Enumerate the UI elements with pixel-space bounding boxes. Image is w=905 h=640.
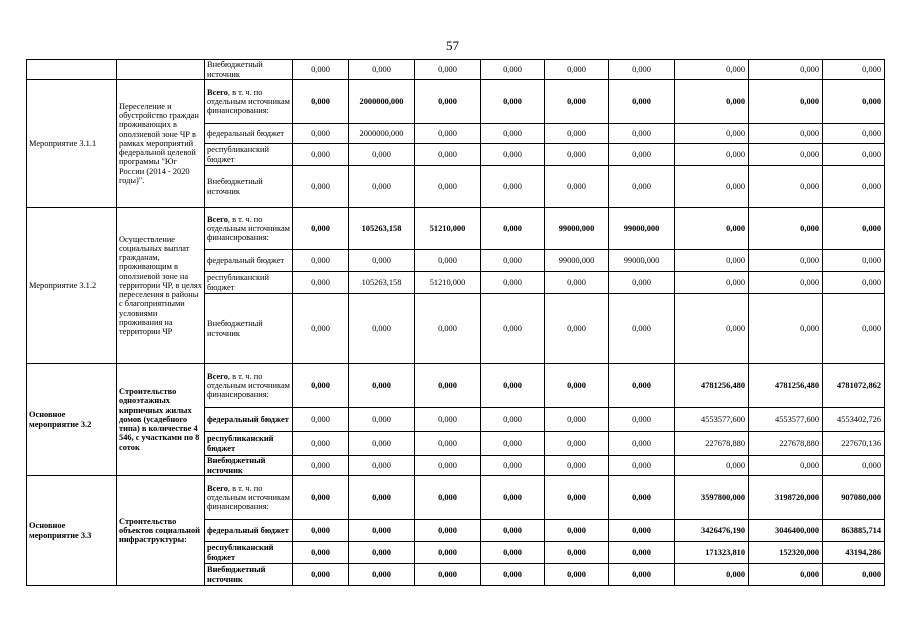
funding-source-label: республиканский бюджет xyxy=(207,273,269,292)
value-cell: 907080,000 xyxy=(823,476,885,520)
value-cell: 0,000 xyxy=(609,456,675,476)
value-cell: 99000,000 xyxy=(545,208,609,250)
value-cell: 0,000 xyxy=(823,272,885,294)
funding-source-label: федеральный бюджет xyxy=(207,128,285,138)
value-cell: 0,000 xyxy=(481,432,545,456)
value-cell: 0,000 xyxy=(545,408,609,432)
value-cell: 0,000 xyxy=(481,456,545,476)
value-cell: 0,000 xyxy=(545,124,609,144)
value-cell: 0,000 xyxy=(481,564,545,586)
event-name-cell: Мероприятие 3.1.1 xyxy=(27,80,117,208)
value-cell: 0,000 xyxy=(545,80,609,124)
event-description-cell: Строительство объектов социальной инфраструктуры: xyxy=(117,476,205,586)
value-cell: 0,000 xyxy=(675,144,749,166)
value-cell: 0,000 xyxy=(293,80,349,124)
value-cell: 0,000 xyxy=(293,250,349,272)
funding-source-cell xyxy=(205,564,293,586)
table-row xyxy=(27,60,885,80)
funding-source-total-label: Всего xyxy=(207,371,228,381)
value-cell: 0,000 xyxy=(415,564,481,586)
value-cell: 0,000 xyxy=(609,166,675,208)
value-cell: 0,000 xyxy=(609,408,675,432)
value-cell: 0,000 xyxy=(415,408,481,432)
value-cell: 0,000 xyxy=(823,564,885,586)
value-cell: 0,000 xyxy=(609,520,675,542)
value-cell: 0,000 xyxy=(675,564,749,586)
funding-source-cell xyxy=(205,144,293,166)
value-cell: 0,000 xyxy=(749,124,823,144)
value-cell: 863885,714 xyxy=(823,520,885,542)
value-cell: 0,000 xyxy=(293,476,349,520)
value-cell: 0,000 xyxy=(349,250,415,272)
value-cell: 0,000 xyxy=(349,432,415,456)
value-cell: 0,000 xyxy=(481,166,545,208)
event-name-cell: Мероприятие 3.1.2 xyxy=(27,208,117,364)
funding-source-cell xyxy=(205,408,293,432)
value-cell: 0,000 xyxy=(675,294,749,364)
value-cell: 0,000 xyxy=(749,208,823,250)
funding-source-label: , в т. ч. по отдельным источникам финансирования: xyxy=(207,214,290,243)
value-cell: 0,000 xyxy=(545,272,609,294)
value-cell: 0,000 xyxy=(481,364,545,408)
value-cell: 3597800,000 xyxy=(675,476,749,520)
value-cell: 0,000 xyxy=(823,144,885,166)
value-cell: 51210,000 xyxy=(415,208,481,250)
value-cell: 0,000 xyxy=(675,208,749,250)
funding-source-label: Внебюджетный источник xyxy=(207,456,266,475)
funding-source-cell xyxy=(205,432,293,456)
value-cell: 0,000 xyxy=(481,520,545,542)
value-cell: 0,000 xyxy=(293,408,349,432)
value-cell: 3426476,190 xyxy=(675,520,749,542)
value-cell: 0,000 xyxy=(415,144,481,166)
value-cell: 0,000 xyxy=(749,564,823,586)
value-cell: 4553577,600 xyxy=(749,408,823,432)
funding-source-cell xyxy=(205,124,293,144)
value-cell: 0,000 xyxy=(749,456,823,476)
funding-source-label: Внебюджетный источник xyxy=(207,319,263,338)
funding-source-label: федеральный бюджет xyxy=(207,414,289,424)
funding-source-total-label: Всего xyxy=(207,483,228,493)
value-cell: 0,000 xyxy=(609,60,675,80)
value-cell: 0,000 xyxy=(415,80,481,124)
value-cell: 105263,158 xyxy=(349,208,415,250)
value-cell: 0,000 xyxy=(415,520,481,542)
value-cell: 0,000 xyxy=(675,272,749,294)
value-cell: 0,000 xyxy=(545,564,609,586)
value-cell: 0,000 xyxy=(481,272,545,294)
value-cell: 0,000 xyxy=(609,272,675,294)
value-cell: 0,000 xyxy=(293,60,349,80)
value-cell: 0,000 xyxy=(545,520,609,542)
funding-source-cell xyxy=(205,166,293,208)
value-cell: 0,000 xyxy=(749,60,823,80)
value-cell: 0,000 xyxy=(675,124,749,144)
value-cell: 0,000 xyxy=(293,564,349,586)
value-cell: 99000,000 xyxy=(609,208,675,250)
value-cell: 0,000 xyxy=(609,564,675,586)
value-cell: 43194,286 xyxy=(823,542,885,564)
funding-source-label: федеральный бюджет xyxy=(207,255,285,265)
value-cell: 0,000 xyxy=(293,208,349,250)
funding-source-label: Внебюджетный источник xyxy=(207,177,263,196)
value-cell: 0,000 xyxy=(545,364,609,408)
page-number: 57 xyxy=(446,38,459,53)
funding-source-label: , в т. ч. по отдельным источникам финансирования: xyxy=(207,483,290,512)
funding-source-cell xyxy=(205,80,293,124)
funding-source-cell xyxy=(205,520,293,542)
value-cell: 0,000 xyxy=(293,166,349,208)
funding-source-label: республиканский бюджет xyxy=(207,145,269,164)
value-cell: 0,000 xyxy=(349,60,415,80)
value-cell: 0,000 xyxy=(349,408,415,432)
table-body xyxy=(27,60,885,586)
funding-source-cell xyxy=(205,542,293,564)
value-cell: 0,000 xyxy=(415,542,481,564)
funding-source-label: Внебюджетный источник xyxy=(207,565,266,584)
value-cell: 0,000 xyxy=(609,144,675,166)
value-cell: 4781256,480 xyxy=(675,364,749,408)
value-cell: 0,000 xyxy=(609,124,675,144)
value-cell: 0,000 xyxy=(349,144,415,166)
value-cell: 0,000 xyxy=(823,80,885,124)
value-cell: 0,000 xyxy=(481,124,545,144)
value-cell: 0,000 xyxy=(293,520,349,542)
value-cell: 227670,136 xyxy=(823,432,885,456)
value-cell: 0,000 xyxy=(349,456,415,476)
value-cell: 105263,158 xyxy=(349,272,415,294)
funding-source-cell xyxy=(205,208,293,250)
funding-source-cell xyxy=(205,272,293,294)
value-cell: 4781072,862 xyxy=(823,364,885,408)
value-cell: 0,000 xyxy=(823,124,885,144)
value-cell: 0,000 xyxy=(675,80,749,124)
value-cell: 0,000 xyxy=(823,250,885,272)
value-cell: 0,000 xyxy=(415,60,481,80)
value-cell: 0,000 xyxy=(545,294,609,364)
event-description-cell: Осуществление социальных выплат гражданам, проживающим в оползневой зоне на территории ЧР, в целях переселения в районы с благоприятными условиями проживания на территории ЧР xyxy=(117,208,205,364)
value-cell: 0,000 xyxy=(823,166,885,208)
value-cell: 99000,000 xyxy=(609,250,675,272)
funding-source-cell xyxy=(205,294,293,364)
value-cell: 0,000 xyxy=(609,80,675,124)
value-cell: 0,000 xyxy=(609,294,675,364)
event-description-cell: Переселение и обустройство граждан проживающих в оползневой зоне ЧР в рамках мероприятий федеральной целевой программы "Юг России (2014 - 2020 годы)". xyxy=(117,80,205,208)
value-cell: 0,000 xyxy=(415,432,481,456)
value-cell: 4781256,480 xyxy=(749,364,823,408)
value-cell: 0,000 xyxy=(293,294,349,364)
value-cell: 0,000 xyxy=(749,80,823,124)
value-cell: 0,000 xyxy=(415,124,481,144)
value-cell: 171323,810 xyxy=(675,542,749,564)
value-cell: 0,000 xyxy=(545,60,609,80)
value-cell: 0,000 xyxy=(749,272,823,294)
value-cell: 0,000 xyxy=(293,124,349,144)
event-name-cell: Основное мероприятие 3.3 xyxy=(27,476,117,586)
table-row xyxy=(27,364,885,408)
value-cell: 99000,000 xyxy=(545,250,609,272)
value-cell: 0,000 xyxy=(609,542,675,564)
value-cell: 152320,000 xyxy=(749,542,823,564)
table-row xyxy=(27,80,885,124)
value-cell: 0,000 xyxy=(675,456,749,476)
value-cell: 0,000 xyxy=(481,294,545,364)
funding-source-cell xyxy=(205,250,293,272)
value-cell: 0,000 xyxy=(481,208,545,250)
value-cell: 0,000 xyxy=(349,564,415,586)
value-cell: 0,000 xyxy=(823,456,885,476)
value-cell: 0,000 xyxy=(823,294,885,364)
value-cell: 227678,880 xyxy=(675,432,749,456)
value-cell: 0,000 xyxy=(481,60,545,80)
table-row xyxy=(27,476,885,520)
value-cell: 4553577,600 xyxy=(675,408,749,432)
funding-source-cell xyxy=(205,60,293,80)
value-cell: 0,000 xyxy=(415,166,481,208)
value-cell: 0,000 xyxy=(349,294,415,364)
event-name-cell: Основное мероприятие 3.2 xyxy=(27,364,117,476)
value-cell: 0,000 xyxy=(415,364,481,408)
value-cell: 0,000 xyxy=(545,432,609,456)
value-cell: 0,000 xyxy=(293,364,349,408)
value-cell: 0,000 xyxy=(293,144,349,166)
value-cell: 0,000 xyxy=(481,80,545,124)
value-cell: 0,000 xyxy=(481,144,545,166)
funding-source-total-label: Всего xyxy=(207,87,228,97)
funding-source-label: федеральный бюджет xyxy=(207,525,289,535)
value-cell: 0,000 xyxy=(481,476,545,520)
funding-source-cell xyxy=(205,476,293,520)
value-cell: 0,000 xyxy=(675,60,749,80)
value-cell: 0,000 xyxy=(481,408,545,432)
value-cell: 0,000 xyxy=(749,166,823,208)
event-name-cell xyxy=(27,60,117,80)
value-cell: 0,000 xyxy=(675,166,749,208)
value-cell: 0,000 xyxy=(823,208,885,250)
value-cell: 0,000 xyxy=(349,364,415,408)
value-cell: 0,000 xyxy=(415,476,481,520)
funding-source-label: Внебюджетный источник xyxy=(207,60,263,79)
value-cell: 0,000 xyxy=(609,476,675,520)
value-cell: 0,000 xyxy=(481,250,545,272)
value-cell: 0,000 xyxy=(415,294,481,364)
value-cell: 0,000 xyxy=(545,144,609,166)
value-cell: 227678,880 xyxy=(749,432,823,456)
value-cell: 2000000,000 xyxy=(349,124,415,144)
value-cell: 0,000 xyxy=(415,250,481,272)
funding-source-cell xyxy=(205,364,293,408)
funding-source-label: республиканский бюджет xyxy=(207,543,274,562)
value-cell: 0,000 xyxy=(293,456,349,476)
value-cell: 0,000 xyxy=(293,542,349,564)
funding-source-label: республиканский бюджет xyxy=(207,434,274,453)
value-cell: 3198720,000 xyxy=(749,476,823,520)
value-cell: 0,000 xyxy=(349,520,415,542)
value-cell: 3046400,000 xyxy=(749,520,823,542)
value-cell: 0,000 xyxy=(349,166,415,208)
value-cell: 0,000 xyxy=(609,364,675,408)
value-cell: 0,000 xyxy=(675,250,749,272)
value-cell: 0,000 xyxy=(293,432,349,456)
value-cell: 4553402,726 xyxy=(823,408,885,432)
value-cell: 0,000 xyxy=(349,476,415,520)
value-cell: 0,000 xyxy=(749,294,823,364)
event-description-cell xyxy=(117,60,205,80)
value-cell: 51210,000 xyxy=(415,272,481,294)
funding-table xyxy=(26,59,885,586)
value-cell: 0,000 xyxy=(481,542,545,564)
value-cell: 0,000 xyxy=(545,166,609,208)
value-cell: 0,000 xyxy=(823,60,885,80)
value-cell: 0,000 xyxy=(293,272,349,294)
funding-source-total-label: Всего xyxy=(207,214,228,224)
value-cell: 0,000 xyxy=(749,144,823,166)
value-cell: 0,000 xyxy=(609,432,675,456)
value-cell: 0,000 xyxy=(545,542,609,564)
value-cell: 0,000 xyxy=(749,250,823,272)
funding-source-label: , в т. ч. по отдельным источникам финансирования: xyxy=(207,87,290,116)
funding-source-cell xyxy=(205,456,293,476)
value-cell: 0,000 xyxy=(545,456,609,476)
value-cell: 0,000 xyxy=(349,542,415,564)
funding-source-label: , в т. ч. по отдельным источникам финансирования: xyxy=(207,371,290,400)
value-cell: 0,000 xyxy=(545,476,609,520)
event-description-cell: Строительство одноэтажных кирпичных жилых домов (усадебного типа) в количестве 4 546, с участками по 8 соток xyxy=(117,364,205,476)
value-cell: 0,000 xyxy=(415,456,481,476)
table-row xyxy=(27,208,885,250)
value-cell: 2000000,000 xyxy=(349,80,415,124)
